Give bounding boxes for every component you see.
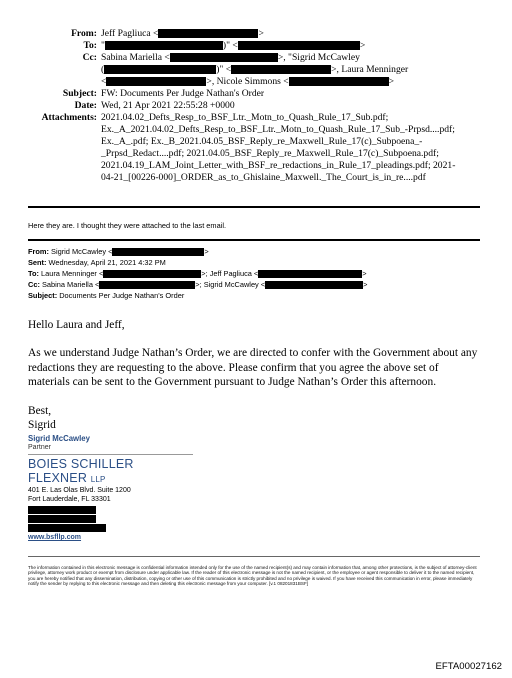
address-line: 401 E. Las Olas Blvd. Suite 1200	[28, 487, 131, 494]
fwd-to-row	[28, 268, 367, 279]
redaction	[265, 281, 363, 289]
redacted-contact	[28, 506, 193, 532]
attachment-line: 2021.04.02_Defts_Resp_to_BSF_Ltr._Motn_to_Quash_Rule_17_Sub.pdf;	[101, 112, 389, 123]
firm-suffix: LLP	[90, 475, 106, 484]
fwd-cc-end: >	[363, 280, 368, 289]
header-attachments-row	[0, 112, 512, 184]
redaction	[28, 515, 96, 523]
fwd-from-end: >	[204, 247, 209, 256]
attachment-line: 2021.04.19_LAM_Joint_Letter_with_BSF_re_redactions_in_Rule_17_pleadings.pdf; 2021-	[101, 160, 456, 171]
address-line: Fort Lauderdale, FL 33301	[28, 496, 111, 503]
header-subject-row	[0, 88, 512, 100]
cc-text: (	[101, 64, 105, 75]
redaction	[106, 77, 206, 86]
disclaimer-text: The information contained in this electronic message is confidential information intended only for the use of the named recipient(s) and may contain information that, among other protections, is the subject of attorney-client privilege, attorney work product or exempt from disclosure under applicable law. If the reader of this electronic message is not the named recipient, or the employee or agent responsible to deliver it to the named recipient, you are hereby notified that any dissemination, distribution, copying or other use of this communication is strictly prohibited and no privilege is waived. If you have received this communication in error, please immediately notify the sender by replying to this electronic message and then deleting this electronic message from your computer. [v.1 08201831BSF]	[28, 565, 477, 587]
cc-text: >, Nicole Simmons <	[206, 76, 289, 87]
cc-text: )" <	[216, 64, 232, 75]
fwd-from-value: Sigrid McCawley <	[51, 247, 113, 256]
cc-label: Cc:	[82, 52, 97, 63]
cc-text: <	[101, 76, 107, 87]
disclaimer-divider	[28, 556, 480, 557]
attachments-list	[101, 112, 512, 184]
cc-text: >, "Sigrid McCawley	[277, 52, 360, 63]
sender-name: Sigrid	[28, 419, 56, 432]
to-mid: )" <	[222, 40, 238, 51]
redaction	[158, 29, 258, 38]
fwd-to-label: To:	[28, 269, 39, 278]
redaction	[103, 270, 201, 278]
subject-value: FW: Documents Per Judge Nathan's Order	[101, 88, 265, 99]
email-body	[28, 318, 483, 432]
attachment-line: Ex._A_2021.04.02_Defts_Resp_to_BSF_Ltr._Motn_to_Quash_Rule_17_Sub_-Prpsd....pdf;	[101, 124, 455, 135]
cc-text: >, Laura Menninger	[331, 64, 409, 75]
bates-number: EFTA00027162	[435, 661, 502, 672]
redaction	[105, 41, 223, 50]
fwd-from-row	[28, 246, 367, 257]
redaction	[28, 524, 106, 532]
redaction	[104, 65, 216, 74]
fwd-sent-label: Sent:	[28, 258, 47, 267]
redaction	[231, 65, 331, 74]
website-link[interactable]: www.bsfllp.com	[28, 534, 82, 541]
from-value: Jeff Pagliuca <	[101, 28, 159, 39]
header-to-row	[0, 40, 512, 52]
closing: Best,	[28, 404, 52, 417]
redaction	[112, 248, 204, 256]
firm-name-text: BOIES SCHILLER FLEXNER	[28, 457, 134, 485]
fwd-sent-row	[28, 257, 367, 268]
attachment-line: _Prpsd_Redact....pdf; 2021.04.05_BSF_Reply_re_Maxwell_Rule_17(c)_Subpoena.pdf;	[101, 148, 439, 159]
forward-divider	[28, 239, 480, 241]
attachment-line: Ex._A_.pdf; Ex._B_2021.04.05_BSF_Reply_re_Maxwell_Rule_17(c)_Subpoena_-	[101, 136, 423, 147]
reply-note: Here they are. I thought they were attached to the last email.	[28, 221, 227, 230]
attachment-line: 04-21_[00226-000]_ORDER_as_to_Ghislaine_Maxwell._The_Court_is_in_re....pdf	[101, 172, 426, 183]
signature-block	[28, 434, 193, 541]
fwd-subject-row	[28, 290, 367, 301]
signature-name: Sigrid McCawley	[28, 434, 90, 443]
fwd-cc-text: Sabina Mariella <	[41, 280, 100, 289]
to-end: >	[359, 40, 366, 51]
redaction	[28, 506, 96, 514]
header-divider	[28, 206, 480, 208]
cc-text: Sabina Mariella <	[101, 52, 170, 63]
redaction	[289, 77, 389, 86]
fwd-cc-text: >; Sigrid McCawley <	[195, 280, 266, 289]
fwd-to-text: >; Jeff Pagliuca <	[201, 269, 259, 278]
to-quote: "	[101, 40, 105, 51]
body-paragraph: As we understand Judge Nathan’s Order, we are directed to confer with the Government about any redactions they are requesting to the above. Please confirm that you agree the above set of materials can be sent to the Government pursuant to Judge Nathan’s Order this afternoon.	[28, 347, 478, 389]
to-label: To:	[83, 40, 97, 51]
firm-name	[28, 454, 193, 485]
attachments-label: Attachments:	[41, 112, 97, 123]
signature-title: Partner	[28, 444, 51, 451]
redaction	[258, 270, 362, 278]
greeting: Hello Laura and Jeff,	[28, 319, 125, 331]
from-label: From:	[71, 28, 97, 39]
fwd-subject-value: Documents Per Judge Nathan's Order	[59, 291, 185, 300]
subject-label: Subject:	[62, 88, 97, 99]
cc-text: >	[388, 76, 395, 87]
fwd-cc-row	[28, 279, 367, 290]
from-end: >	[258, 28, 264, 39]
header-from-row	[0, 28, 512, 40]
redaction	[99, 281, 195, 289]
fwd-to-text: Laura Menninger <	[41, 269, 104, 278]
fwd-subject-label: Subject:	[28, 291, 58, 300]
header-date-row	[0, 100, 512, 112]
date-label: Date:	[74, 100, 97, 111]
redaction	[238, 41, 360, 50]
fwd-to-end: >	[362, 269, 367, 278]
fwd-from-label: From:	[28, 247, 49, 256]
firm-address	[28, 486, 193, 532]
redaction	[170, 53, 278, 62]
date-value: Wed, 21 Apr 2021 22:55:28 +0000	[101, 100, 235, 111]
email-header	[0, 28, 512, 184]
header-cc-row	[0, 52, 512, 88]
fwd-sent-value: Wednesday, April 21, 2021 4:32 PM	[48, 258, 166, 267]
fwd-cc-label: Cc:	[28, 280, 40, 289]
forwarded-header	[28, 246, 367, 301]
